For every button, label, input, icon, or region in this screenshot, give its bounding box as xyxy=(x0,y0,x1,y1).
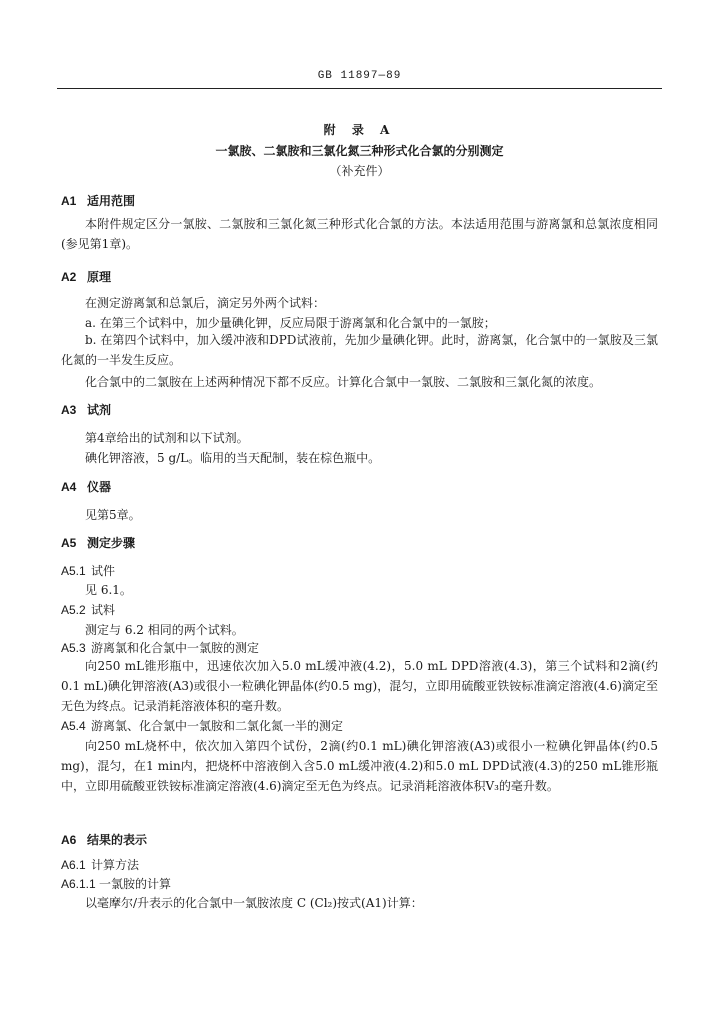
section-a4-heading xyxy=(61,478,111,495)
a3-line-1: 第4章给出的试剂和以下试剂。 xyxy=(85,431,249,445)
section-number: A3 xyxy=(61,403,77,417)
section-a1-text: 本附件规定区分一氯胺、二氯胺和三氯化氮三种形式化合氯的方法。本法适用范围与游离氯和总氯浓度相同(参见第1章)。 xyxy=(61,217,658,251)
header-rule xyxy=(57,88,662,89)
subsection-title: 试料 xyxy=(91,603,116,617)
a2-item-a: a. 在第三个试料中，加少量碘化钾，反应局限于游离氯和化合氯中的一氯胺； xyxy=(85,316,496,330)
section-title: 适用范围 xyxy=(87,194,136,208)
section-title: 仪器 xyxy=(87,480,112,494)
subsection-number: A5.2 xyxy=(61,603,86,617)
subsection-number: A5.4 xyxy=(61,719,86,733)
a2-conclusion: 化合氯中的二氯胺在上述两种情况下都不反应。计算化合氯中一氯胺、二氯胺和三氯化氮的浓度。 xyxy=(85,375,602,389)
section-a6-heading xyxy=(61,831,147,848)
subsection-number: A6.1 xyxy=(61,858,86,872)
a5-4-text: 向250 mL烧杯中，依次加入第四个试份，2滴(约0.1 mL)碘化钾溶液(A3)或很小一粒碘化钾晶体(约0.5 mg)，混匀，在1 min内，把烧杯中溶液倒入含5.0 mL缓冲液(4.2)和5.0 mL DPD试液(4.3)的250 mL锥形瓶中，立即用硫酸亚铁铵标准滴定溶液(4.6)滴定至无色为终点。记录消耗溶液体积V₃的毫升数。 xyxy=(61,739,658,793)
subsection-a6-1-1-heading xyxy=(61,875,171,892)
subsection-a5-4-heading xyxy=(61,717,343,734)
section-a2-heading xyxy=(61,268,111,285)
subsection-a6-1-heading xyxy=(61,856,139,873)
subsection-title: 游离氯、化合氯中一氯胺和二氯化氮一半的测定 xyxy=(91,719,344,733)
a2-intro: 在测定游离氯和总氯后，滴定另外两个试料： xyxy=(85,296,326,310)
subsection-title: 计算方法 xyxy=(91,858,140,872)
section-number: A1 xyxy=(61,194,77,208)
subsection-number: A5.1 xyxy=(61,564,86,578)
annex-title: 一氯胺、二氯胺和三氯化氮三种形式化合氯的分别测定 xyxy=(215,144,504,158)
subsection-title: 试件 xyxy=(91,564,116,578)
section-number: A2 xyxy=(61,270,77,284)
section-a1-heading xyxy=(61,192,135,209)
a5-3-text: 向250 mL锥形瓶中，迅速依次加入5.0 mL缓冲液(4.2)，5.0 mL DPD溶液(4.3)，第三个试料和2滴(约0.1 mL)碘化钾溶液(A3)或很小一粒碘化钾晶体(约0.5 mg)，混匀，立即用硫酸亚铁铵标准滴定溶液(4.6)滴定至无色为终点。记录消耗溶液体积的毫升数。 xyxy=(61,659,658,713)
a5-2-text: 测定与 6.2 相同的两个试料。 xyxy=(85,623,244,637)
section-a5-heading xyxy=(61,534,135,551)
annex-subtitle: （补充件） xyxy=(329,164,390,178)
subsection-number: A5.3 xyxy=(61,641,86,655)
section-number: A4 xyxy=(61,480,77,494)
subsection-a5-2-heading xyxy=(61,601,115,618)
subsection-title: 游离氯和化合氯中一氯胺的测定 xyxy=(91,641,260,655)
section-title: 试剂 xyxy=(87,403,112,417)
section-a3-heading xyxy=(61,401,111,418)
a3-line-2: 碘化钾溶液，5 g/L。临用的当天配制，装在棕色瓶中。 xyxy=(85,451,381,465)
subsection-title: 一氯胺的计算 xyxy=(99,877,172,891)
annex-label: 附 录 A xyxy=(323,123,396,137)
subsection-a5-3-heading xyxy=(61,639,259,656)
a6-1-1-text: 以毫摩尔/升表示的化合氯中一氯胺浓度 C (Cl₂)按式(A1)计算： xyxy=(85,896,423,910)
subsection-number: A6.1.1 xyxy=(61,877,96,891)
subsection-a5-1-heading xyxy=(61,562,115,579)
section-number: A5 xyxy=(61,536,77,550)
a2-item-b: b. 在第四个试料中，加入缓冲液和DPD试液前，先加少量碘化钾。此时，游离氯，化合氯中的一氯胺及三氯化氮的一半发生反应。 xyxy=(61,333,658,367)
section-number: A6 xyxy=(61,833,77,847)
section-title: 原理 xyxy=(87,270,112,284)
section-title: 结果的表示 xyxy=(87,833,148,847)
section-title: 测定步骤 xyxy=(87,536,136,550)
a5-1-text: 见 6.1。 xyxy=(85,583,132,597)
standard-code: GB 11897—89 xyxy=(317,70,402,82)
a4-line-1: 见第5章。 xyxy=(85,508,141,522)
